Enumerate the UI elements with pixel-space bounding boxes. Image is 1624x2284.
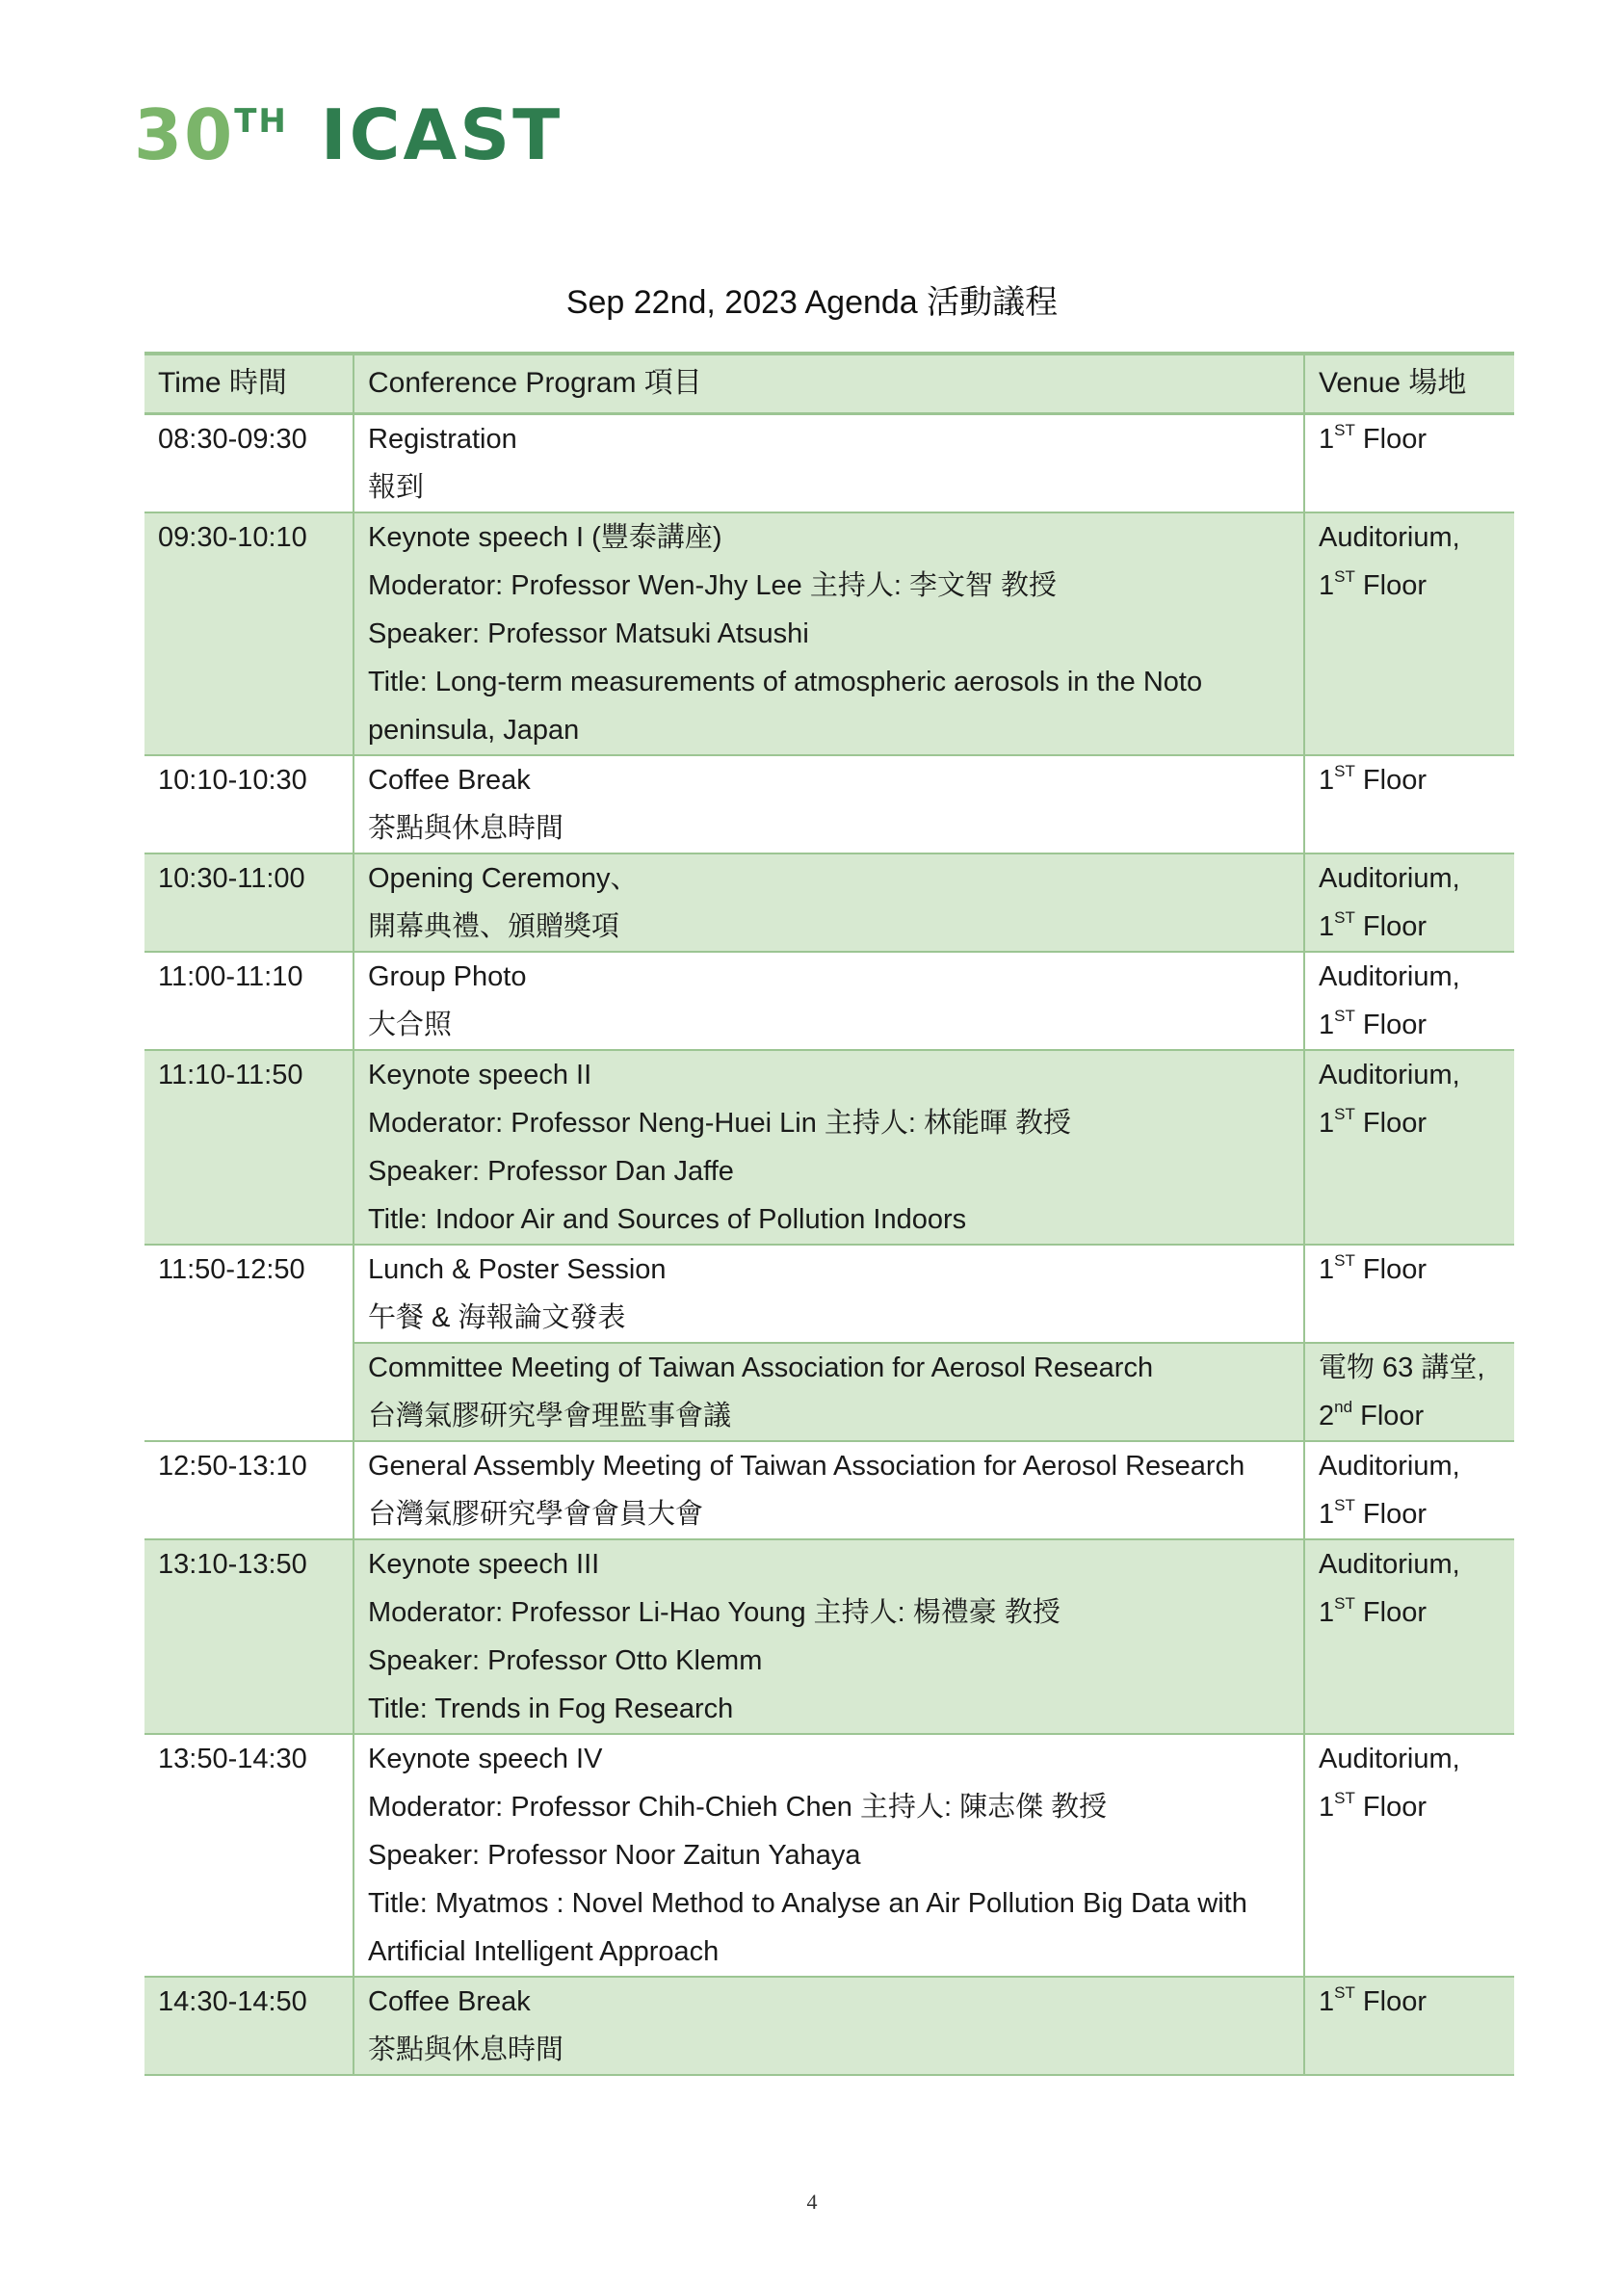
floor-ordinal: ST <box>1334 761 1355 780</box>
floor-number: 1 <box>1319 764 1335 796</box>
floor-ordinal: ST <box>1334 1593 1355 1613</box>
program-line: Opening Ceremony、 <box>368 862 639 894</box>
logo-name: ICAST <box>320 94 563 175</box>
program-line: Registration <box>368 423 517 455</box>
conference-logo <box>134 96 563 173</box>
table-row <box>144 853 1514 952</box>
table-row <box>144 1734 1514 1977</box>
floor-ordinal: ST <box>1334 1104 1355 1123</box>
program-line: Title: Indoor Air and Sources of Pollution Indoors <box>368 1203 967 1235</box>
program-line: 大合照 <box>368 1009 453 1040</box>
logo-number: 30 <box>134 94 235 175</box>
floor-label: Floor <box>1354 1107 1428 1139</box>
floor-ordinal: nd <box>1334 1397 1353 1416</box>
program-cell <box>354 413 1304 512</box>
floor-label: Floor <box>1354 423 1428 455</box>
program-line: Keynote speech I (豐泰講座) <box>368 521 722 553</box>
floor-label: Floor <box>1352 1400 1425 1431</box>
venue-cell <box>1304 512 1514 755</box>
venue-floor <box>1319 1001 1501 1049</box>
program-line: Speaker: Professor Matsuki Atsushi <box>368 617 809 649</box>
venue-cell <box>1304 1050 1514 1245</box>
program-cell <box>354 853 1304 952</box>
table-row <box>144 755 1514 853</box>
venue-floor <box>1319 1978 1501 2026</box>
table-row <box>144 512 1514 755</box>
program-cell <box>354 952 1304 1050</box>
program-line: Moderator: Professor Chih-Chieh Chen 主持人: 陳志傑 教授 <box>368 1791 1108 1823</box>
table-row <box>144 1441 1514 1539</box>
time-cell: 12:50-13:10 <box>144 1441 354 1539</box>
floor-number: 1 <box>1319 1498 1335 1530</box>
venue-cell <box>1304 1734 1514 1977</box>
floor-number: 1 <box>1319 1985 1335 2017</box>
program-line: Keynote speech III <box>368 1548 600 1580</box>
program-line: Committee Meeting of Taiwan Association for Aerosol Research <box>368 1352 1154 1383</box>
floor-label: Floor <box>1354 1791 1428 1823</box>
floor-ordinal: ST <box>1334 420 1355 439</box>
venue-cell <box>1304 413 1514 512</box>
floor-label: Floor <box>1354 1985 1428 2017</box>
floor-number: 1 <box>1319 1791 1335 1823</box>
table-row <box>144 952 1514 1050</box>
program-cell <box>354 1539 1304 1734</box>
program-line: Group Photo <box>368 960 527 992</box>
venue-cell <box>1304 755 1514 853</box>
floor-number: 1 <box>1319 569 1335 601</box>
program-line: Lunch & Poster Session <box>368 1253 667 1285</box>
venue-location: Auditorium, <box>1319 1743 1460 1774</box>
program-line: Title: Myatmos : Novel Method to Analyse an Air Pollution Big Data with <box>368 1887 1247 1919</box>
program-line: 午餐 & 海報論文發表 <box>368 1301 626 1333</box>
venue-cell <box>1304 1245 1514 1343</box>
column-header-program: Conference Program 項目 <box>354 354 1304 413</box>
venue-cell <box>1304 952 1514 1050</box>
venue-location: Auditorium, <box>1319 862 1460 894</box>
venue-cell <box>1304 853 1514 952</box>
venue-floor <box>1319 1490 1501 1538</box>
venue-floor <box>1319 415 1501 463</box>
time-cell: 08:30-09:30 <box>144 413 354 512</box>
program-cell <box>354 1734 1304 1977</box>
program-line: 茶點與休息時間 <box>368 812 564 844</box>
floor-number: 1 <box>1319 910 1335 942</box>
venue-floor <box>1319 1783 1501 1831</box>
program-line: Artificial Intelligent Approach <box>368 1935 720 1967</box>
floor-label: Floor <box>1354 764 1428 796</box>
page-number: 4 <box>806 2190 818 2214</box>
program-line: 台灣氣膠研究學會會員大會 <box>368 1498 704 1530</box>
venue-location: Auditorium, <box>1319 1059 1460 1090</box>
venue-floor <box>1319 903 1501 951</box>
venue-cell <box>1304 1539 1514 1734</box>
page-title: Sep 22nd, 2023 Agenda 活動議程 <box>565 284 1059 321</box>
table-row <box>144 1539 1514 1734</box>
program-cell <box>354 755 1304 853</box>
floor-number: 2 <box>1319 1400 1335 1431</box>
table-row <box>144 413 1514 512</box>
venue-location: Auditorium, <box>1319 1450 1460 1482</box>
venue-cell <box>1304 1441 1514 1539</box>
table-row <box>144 1050 1514 1245</box>
program-line: Moderator: Professor Wen-Jhy Lee 主持人: 李文智 教授 <box>368 569 1058 601</box>
floor-label: Floor <box>1354 1009 1428 1040</box>
header-row <box>144 354 1514 413</box>
venue-cell <box>1304 1343 1514 1441</box>
program-line: peninsula, Japan <box>368 714 580 746</box>
floor-ordinal: ST <box>1334 907 1355 927</box>
floor-label: Floor <box>1354 910 1428 942</box>
program-line: Keynote speech II <box>368 1059 592 1090</box>
floor-label: Floor <box>1354 1253 1428 1285</box>
time-cell: 10:10-10:30 <box>144 755 354 853</box>
program-line: General Assembly Meeting of Taiwan Association for Aerosol Research <box>368 1450 1245 1482</box>
floor-ordinal: ST <box>1334 566 1355 586</box>
logo-suffix: TH <box>234 102 288 141</box>
venue-floor <box>1319 1392 1501 1440</box>
time-cell: 11:50-12:50 <box>144 1245 354 1441</box>
program-cell <box>354 1977 1304 2075</box>
floor-number: 1 <box>1319 1107 1335 1139</box>
program-line: 報到 <box>368 471 425 503</box>
program-line: Moderator: Professor Neng-Huei Lin 主持人: 林能暉 教授 <box>368 1107 1072 1139</box>
program-cell <box>354 512 1304 755</box>
floor-ordinal: ST <box>1334 1788 1355 1807</box>
program-line: Moderator: Professor Li-Hao Young 主持人: 楊禮豪 教授 <box>368 1596 1061 1628</box>
program-line: 台灣氣膠研究學會理監事會議 <box>368 1400 732 1431</box>
floor-ordinal: ST <box>1334 1982 1355 2002</box>
venue-location: Auditorium, <box>1319 960 1460 992</box>
floor-label: Floor <box>1354 569 1428 601</box>
program-line: Title: Long-term measurements of atmospheric aerosols in the Noto <box>368 666 1203 697</box>
venue-floor <box>1319 756 1501 804</box>
program-line: Coffee Break <box>368 1985 531 2017</box>
venue-floor <box>1319 1099 1501 1147</box>
program-cell <box>354 1441 1304 1539</box>
venue-location: Auditorium, <box>1319 521 1460 553</box>
venue-location: Auditorium, <box>1319 1548 1460 1580</box>
time-cell: 13:50-14:30 <box>144 1734 354 1977</box>
time-cell: 11:10-11:50 <box>144 1050 354 1245</box>
column-header-venue: Venue 場地 <box>1304 354 1514 413</box>
venue-location: 電物 63 講堂, <box>1319 1352 1485 1383</box>
program-cell <box>354 1245 1304 1343</box>
floor-number: 1 <box>1319 423 1335 455</box>
time-cell: 11:00-11:10 <box>144 952 354 1050</box>
time-cell: 09:30-10:10 <box>144 512 354 755</box>
floor-number: 1 <box>1319 1009 1335 1040</box>
agenda-table <box>144 352 1514 2076</box>
floor-label: Floor <box>1354 1498 1428 1530</box>
program-line: 開幕典禮、頒贈獎項 <box>368 910 620 942</box>
program-line: 茶點與休息時間 <box>368 2034 564 2065</box>
program-line: Speaker: Professor Otto Klemm <box>368 1644 763 1676</box>
floor-label: Floor <box>1354 1596 1428 1628</box>
time-cell: 10:30-11:00 <box>144 853 354 952</box>
floor-number: 1 <box>1319 1253 1335 1285</box>
time-cell: 13:10-13:50 <box>144 1539 354 1734</box>
venue-cell <box>1304 1977 1514 2075</box>
floor-ordinal: ST <box>1334 1006 1355 1025</box>
table-row <box>144 1245 1514 1343</box>
venue-floor <box>1319 562 1501 610</box>
floor-ordinal: ST <box>1334 1495 1355 1514</box>
program-line: Coffee Break <box>368 764 531 796</box>
program-line: Speaker: Professor Noor Zaitun Yahaya <box>368 1839 861 1871</box>
floor-number: 1 <box>1319 1596 1335 1628</box>
table-row <box>144 1977 1514 2075</box>
program-cell <box>354 1050 1304 1245</box>
floor-ordinal: ST <box>1334 1250 1355 1270</box>
program-line: Keynote speech IV <box>368 1743 603 1774</box>
time-cell: 14:30-14:50 <box>144 1977 354 2075</box>
venue-floor <box>1319 1588 1501 1637</box>
program-cell <box>354 1343 1304 1441</box>
program-line: Title: Trends in Fog Research <box>368 1693 734 1724</box>
program-line: Speaker: Professor Dan Jaffe <box>368 1155 734 1187</box>
venue-floor <box>1319 1246 1501 1294</box>
column-header-time: Time 時間 <box>144 354 354 413</box>
